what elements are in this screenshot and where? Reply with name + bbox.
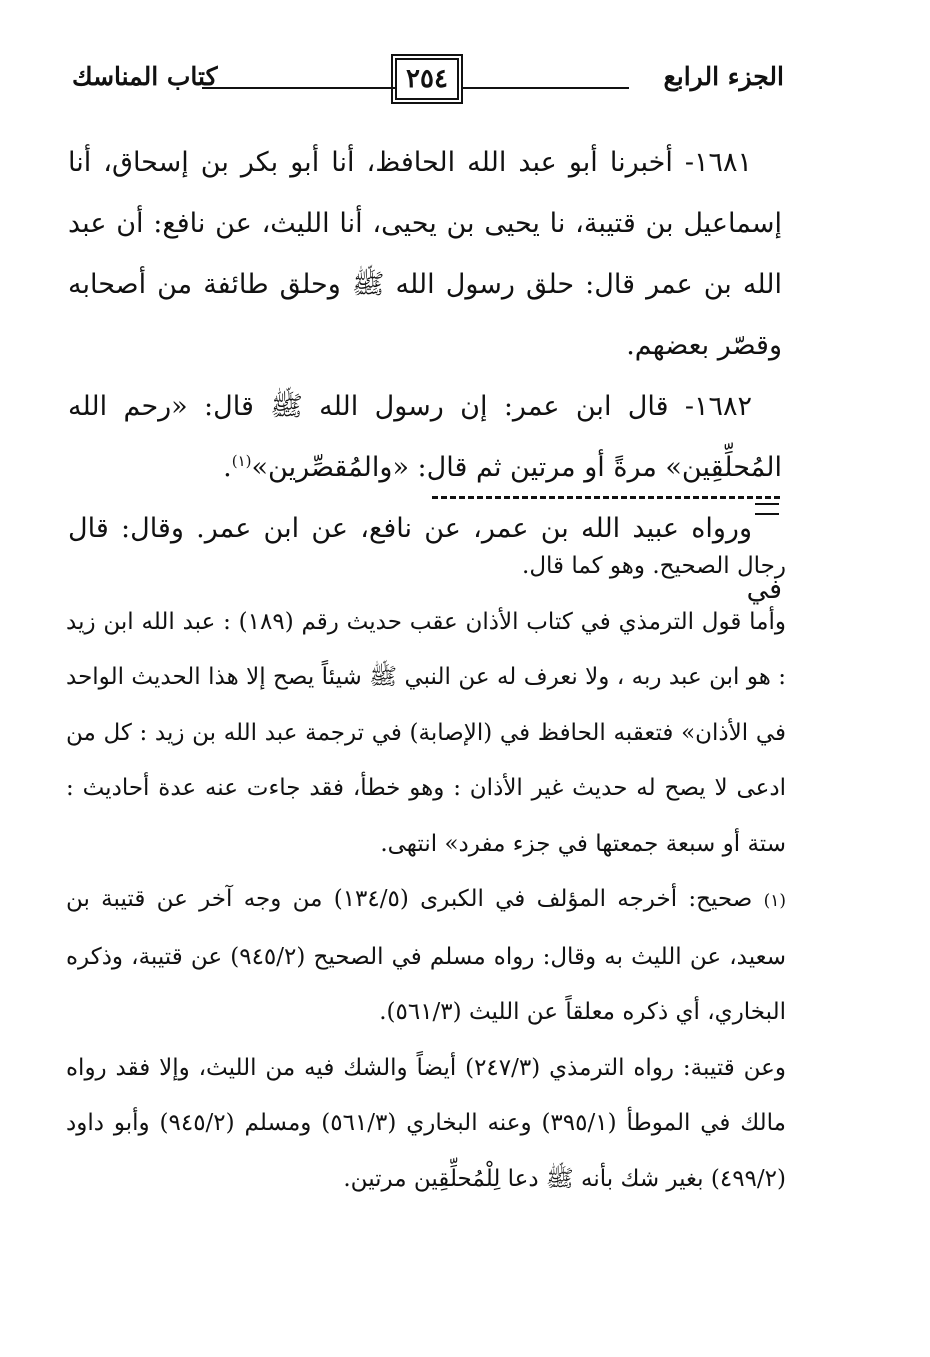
narration-paragraph: ورواه عبيد الله بن عمر، عن نافع، عن ابن عمر. وقال: قال في xyxy=(68,513,782,605)
hadith-1682-text: ١٦٨٢- قال ابن عمر: إن رسول الله ﷺ قال: «رحم الله المُحلِّقِين» مرةً أو مرتين ثم قال: «والمُقصِّرين» xyxy=(68,391,782,483)
footnote-separator xyxy=(432,496,780,499)
continued-note-paragraph: وأما قول الترمذي في كتاب الأذان عقب حديث رقم (١٨٩) : عبد الله ابن زيد : هو ابن عبد ربه ، ولا نعرف له عن النبي ﷺ شيئاً يصح إلا هذا الحديث الواحد في الأذان» فتعقبه الحافظ في (الإصابة) في ترجمة عبد الله بن زيد : كل من ادعى لا يصح له حديث غير الأذان : وهو خطأ، فقد جاءت عنه عدة أحاديث : ستة أو سبعة جمعتها في جزء مفرد» انتهى. xyxy=(66,608,786,857)
part-title: الجزء الرابع xyxy=(663,62,784,91)
header-rule xyxy=(459,87,629,89)
footnote-1-mark: (١) xyxy=(763,891,786,911)
running-header xyxy=(72,52,784,104)
continued-note-line: رجال الصحيح. وهو كما قال. xyxy=(522,553,786,579)
page-number: ٢٥٤ xyxy=(395,58,459,100)
header-rule xyxy=(202,87,395,89)
footnote-reference[interactable]: (١) xyxy=(231,452,252,470)
footnote-1-text: صحيح: أخرجه المؤلف في الكبرى (١٣٤/٥) من وجه آخر عن قتيبة بن سعيد، عن الليث به وقال: رواه مسلم في الصحيح (٩٤٥/٢) عن قتيبة، وذكره البخاري، أي ذكره معلقاً عن الليث (٥٦١/٣). xyxy=(66,886,786,1025)
hadith-1681: ١٦٨١- أخبرنا أبو عبد الله الحافظ، أنا أبو بكر بن إسحاق، أنا إسماعيل بن قتيبة، نا يحيى بن يحيى، أنا الليث، عن نافع: أن عبد الله بن عمر قال: حلق رسول الله ﷺ وحلق طائفة من أصحابه وقصّر بعضهم. xyxy=(68,147,782,361)
footnotes xyxy=(66,539,786,1207)
footnote-1-continued: وعن قتيبة: رواه الترمذي (٢٤٧/٣) أيضاً والشك فيه من الليث، وإلا فقد رواه مالك في الموطأ (٣٩٥/١) وعنه البخاري (٥٦١/٣) ومسلم (٩٤٥/٢) وأبو داود (٤٩٩/٢) بغير شك بأنه ﷺ دعا لِلْمُحلِّقِين مرتين. xyxy=(66,1054,786,1192)
footnote-1 xyxy=(66,872,786,1041)
hadith-1682 xyxy=(68,376,782,498)
hadith-1682-end: . xyxy=(223,452,232,483)
book-title: كتاب المناسك xyxy=(72,62,218,91)
continuation-mark xyxy=(755,503,779,515)
